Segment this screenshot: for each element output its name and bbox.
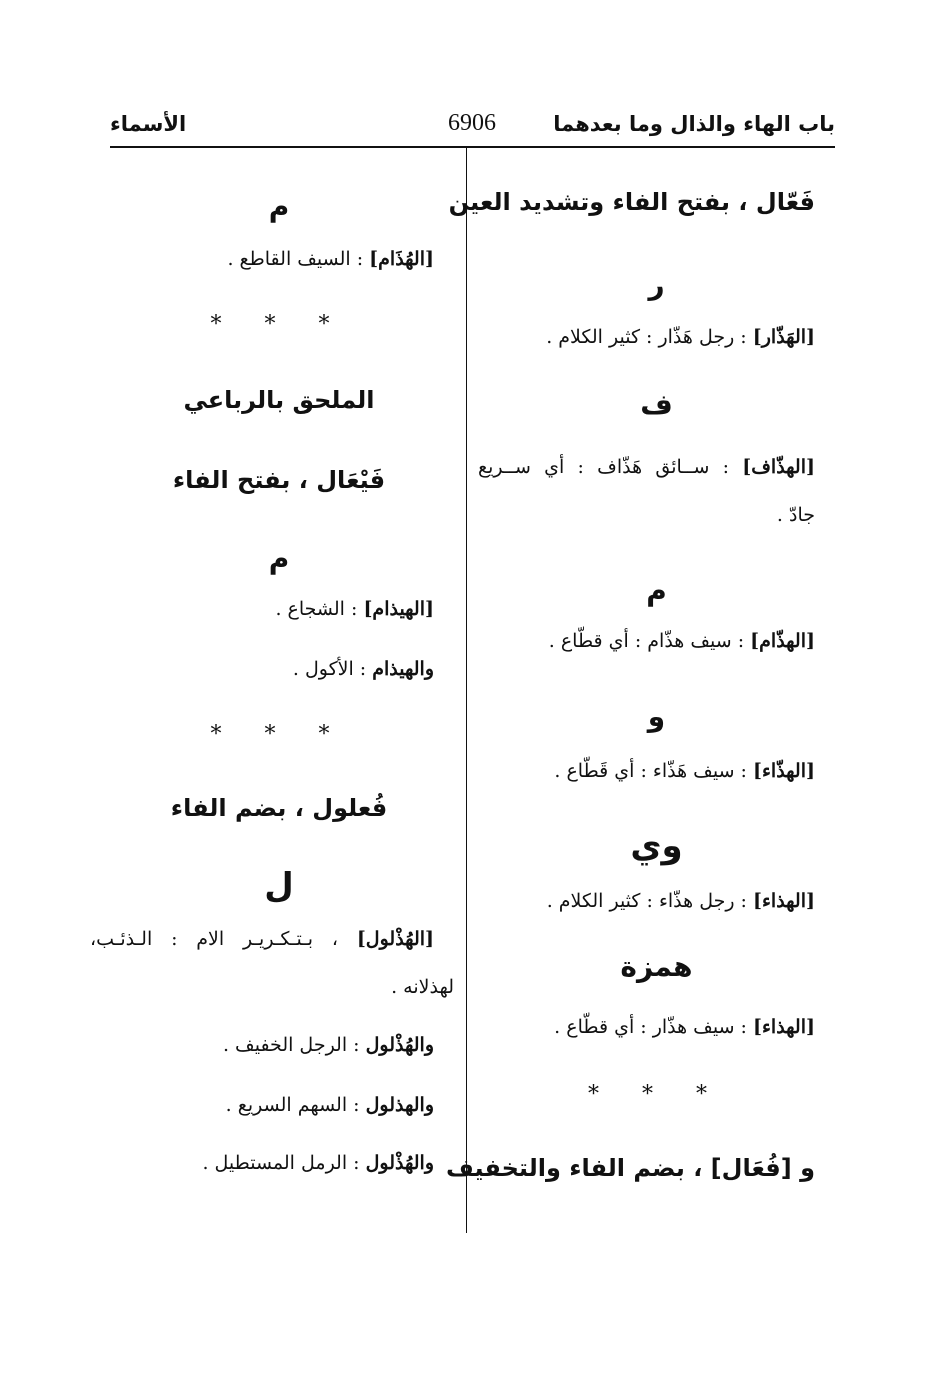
dictionary-entry bbox=[226, 1094, 434, 1116]
entry-headword: [الهُذْلول] bbox=[356, 928, 434, 950]
entry-continuation: جادّ . bbox=[776, 504, 815, 526]
entry-headword: [الهُذَام] bbox=[369, 248, 434, 270]
entry-definition: : ســائق هَذّاف : أي ســريع bbox=[478, 456, 729, 478]
letter-heading: همزة bbox=[620, 950, 693, 983]
entry-headword: [الهذاء] bbox=[753, 890, 815, 912]
dictionary-entry bbox=[227, 248, 434, 270]
letter-heading: ف bbox=[640, 388, 673, 421]
dictionary-entry bbox=[547, 890, 815, 912]
page-number: 6906 bbox=[448, 110, 496, 136]
entry-definition: : سيف هذّار : أي قطّاع . bbox=[554, 1016, 747, 1038]
entry-definition: : الرجل الخفيف . bbox=[222, 1034, 360, 1056]
entry-definition: : السيف القاطع . bbox=[227, 248, 364, 270]
dictionary-entry bbox=[554, 760, 815, 782]
entry-headword: والهيذام bbox=[372, 658, 434, 680]
entry-headword: [الهيذام] bbox=[363, 598, 434, 620]
entry-definition: : سيف هَذّاء : أي قَطّاع . bbox=[554, 760, 747, 782]
entry-headword: [الهَذّار] bbox=[752, 326, 815, 348]
dictionary-entry bbox=[90, 928, 434, 950]
running-header-chapter: باب الهاء والذال وما بعدهما bbox=[553, 112, 835, 136]
dictionary-entry bbox=[549, 630, 815, 652]
header-rule bbox=[110, 146, 835, 148]
letter-heading: ر bbox=[648, 268, 665, 301]
letter-heading: م bbox=[268, 190, 290, 223]
heading-description: ، بضم الفاء والتخفيف bbox=[445, 1154, 703, 1182]
entry-headword: والهُذْلول bbox=[365, 1152, 434, 1174]
dictionary-entry bbox=[293, 658, 434, 680]
letter-heading: وي bbox=[630, 826, 683, 866]
dictionary-entry bbox=[554, 1016, 815, 1038]
heading-prefix: و bbox=[800, 1154, 815, 1182]
letter-heading: م bbox=[646, 574, 667, 607]
running-header-section: الأسماء bbox=[110, 112, 187, 136]
section-separator: * * * bbox=[588, 1082, 725, 1107]
pattern-heading: فُعلول ، بضم الفاء bbox=[170, 794, 388, 822]
letter-heading: م bbox=[268, 542, 290, 575]
letter-heading: و bbox=[647, 700, 666, 733]
entry-definition: ، بـتـكـريـر الام : الـذئـب، bbox=[90, 928, 338, 950]
section-separator: * * * bbox=[210, 722, 348, 747]
section-separator: * * * bbox=[210, 312, 348, 337]
entry-definition: : رجل هذّاء : كثير الكلام . bbox=[546, 890, 747, 912]
entry-definition: : الشجاع . bbox=[275, 598, 358, 620]
heading-pattern: [فُعَال] bbox=[710, 1154, 792, 1182]
dictionary-entry bbox=[223, 1034, 434, 1056]
entry-headword: [الهذّاء] bbox=[753, 760, 815, 782]
pattern-heading: فَيْعَال ، بفتح الفاء bbox=[172, 466, 386, 494]
section-heading: الملحق بالرباعي bbox=[183, 386, 375, 414]
dictionary-entry bbox=[546, 326, 815, 348]
dictionary-entry bbox=[202, 1152, 434, 1174]
entry-headword: والهُذْلول bbox=[365, 1034, 434, 1056]
entry-headword: [الهذّام] bbox=[750, 630, 815, 652]
entry-definition: : رجل هَذّار : كثير الكلام . bbox=[546, 326, 747, 348]
entry-headword: [الهذّاف] bbox=[742, 456, 815, 478]
dictionary-entry bbox=[275, 598, 434, 620]
entry-headword: [الهذاء] bbox=[753, 1016, 815, 1038]
column-divider bbox=[466, 148, 467, 1233]
entry-headword: والهذلول bbox=[365, 1094, 434, 1116]
entry-definition: : الرمل المستطيل . bbox=[202, 1152, 360, 1174]
entry-definition: : الأكول . bbox=[292, 658, 367, 680]
pattern-heading bbox=[446, 1154, 815, 1182]
dictionary-entry bbox=[478, 456, 815, 478]
letter-heading: ل bbox=[264, 866, 294, 906]
entry-continuation: لهذلانه . bbox=[391, 976, 454, 998]
pattern-heading: فَعّال ، بفتح الفاء وتشديد العين bbox=[448, 188, 815, 216]
entry-definition: : السهم السريع . bbox=[225, 1094, 360, 1116]
entry-definition: : سيف هذّام : أي قطّاع . bbox=[548, 630, 745, 652]
